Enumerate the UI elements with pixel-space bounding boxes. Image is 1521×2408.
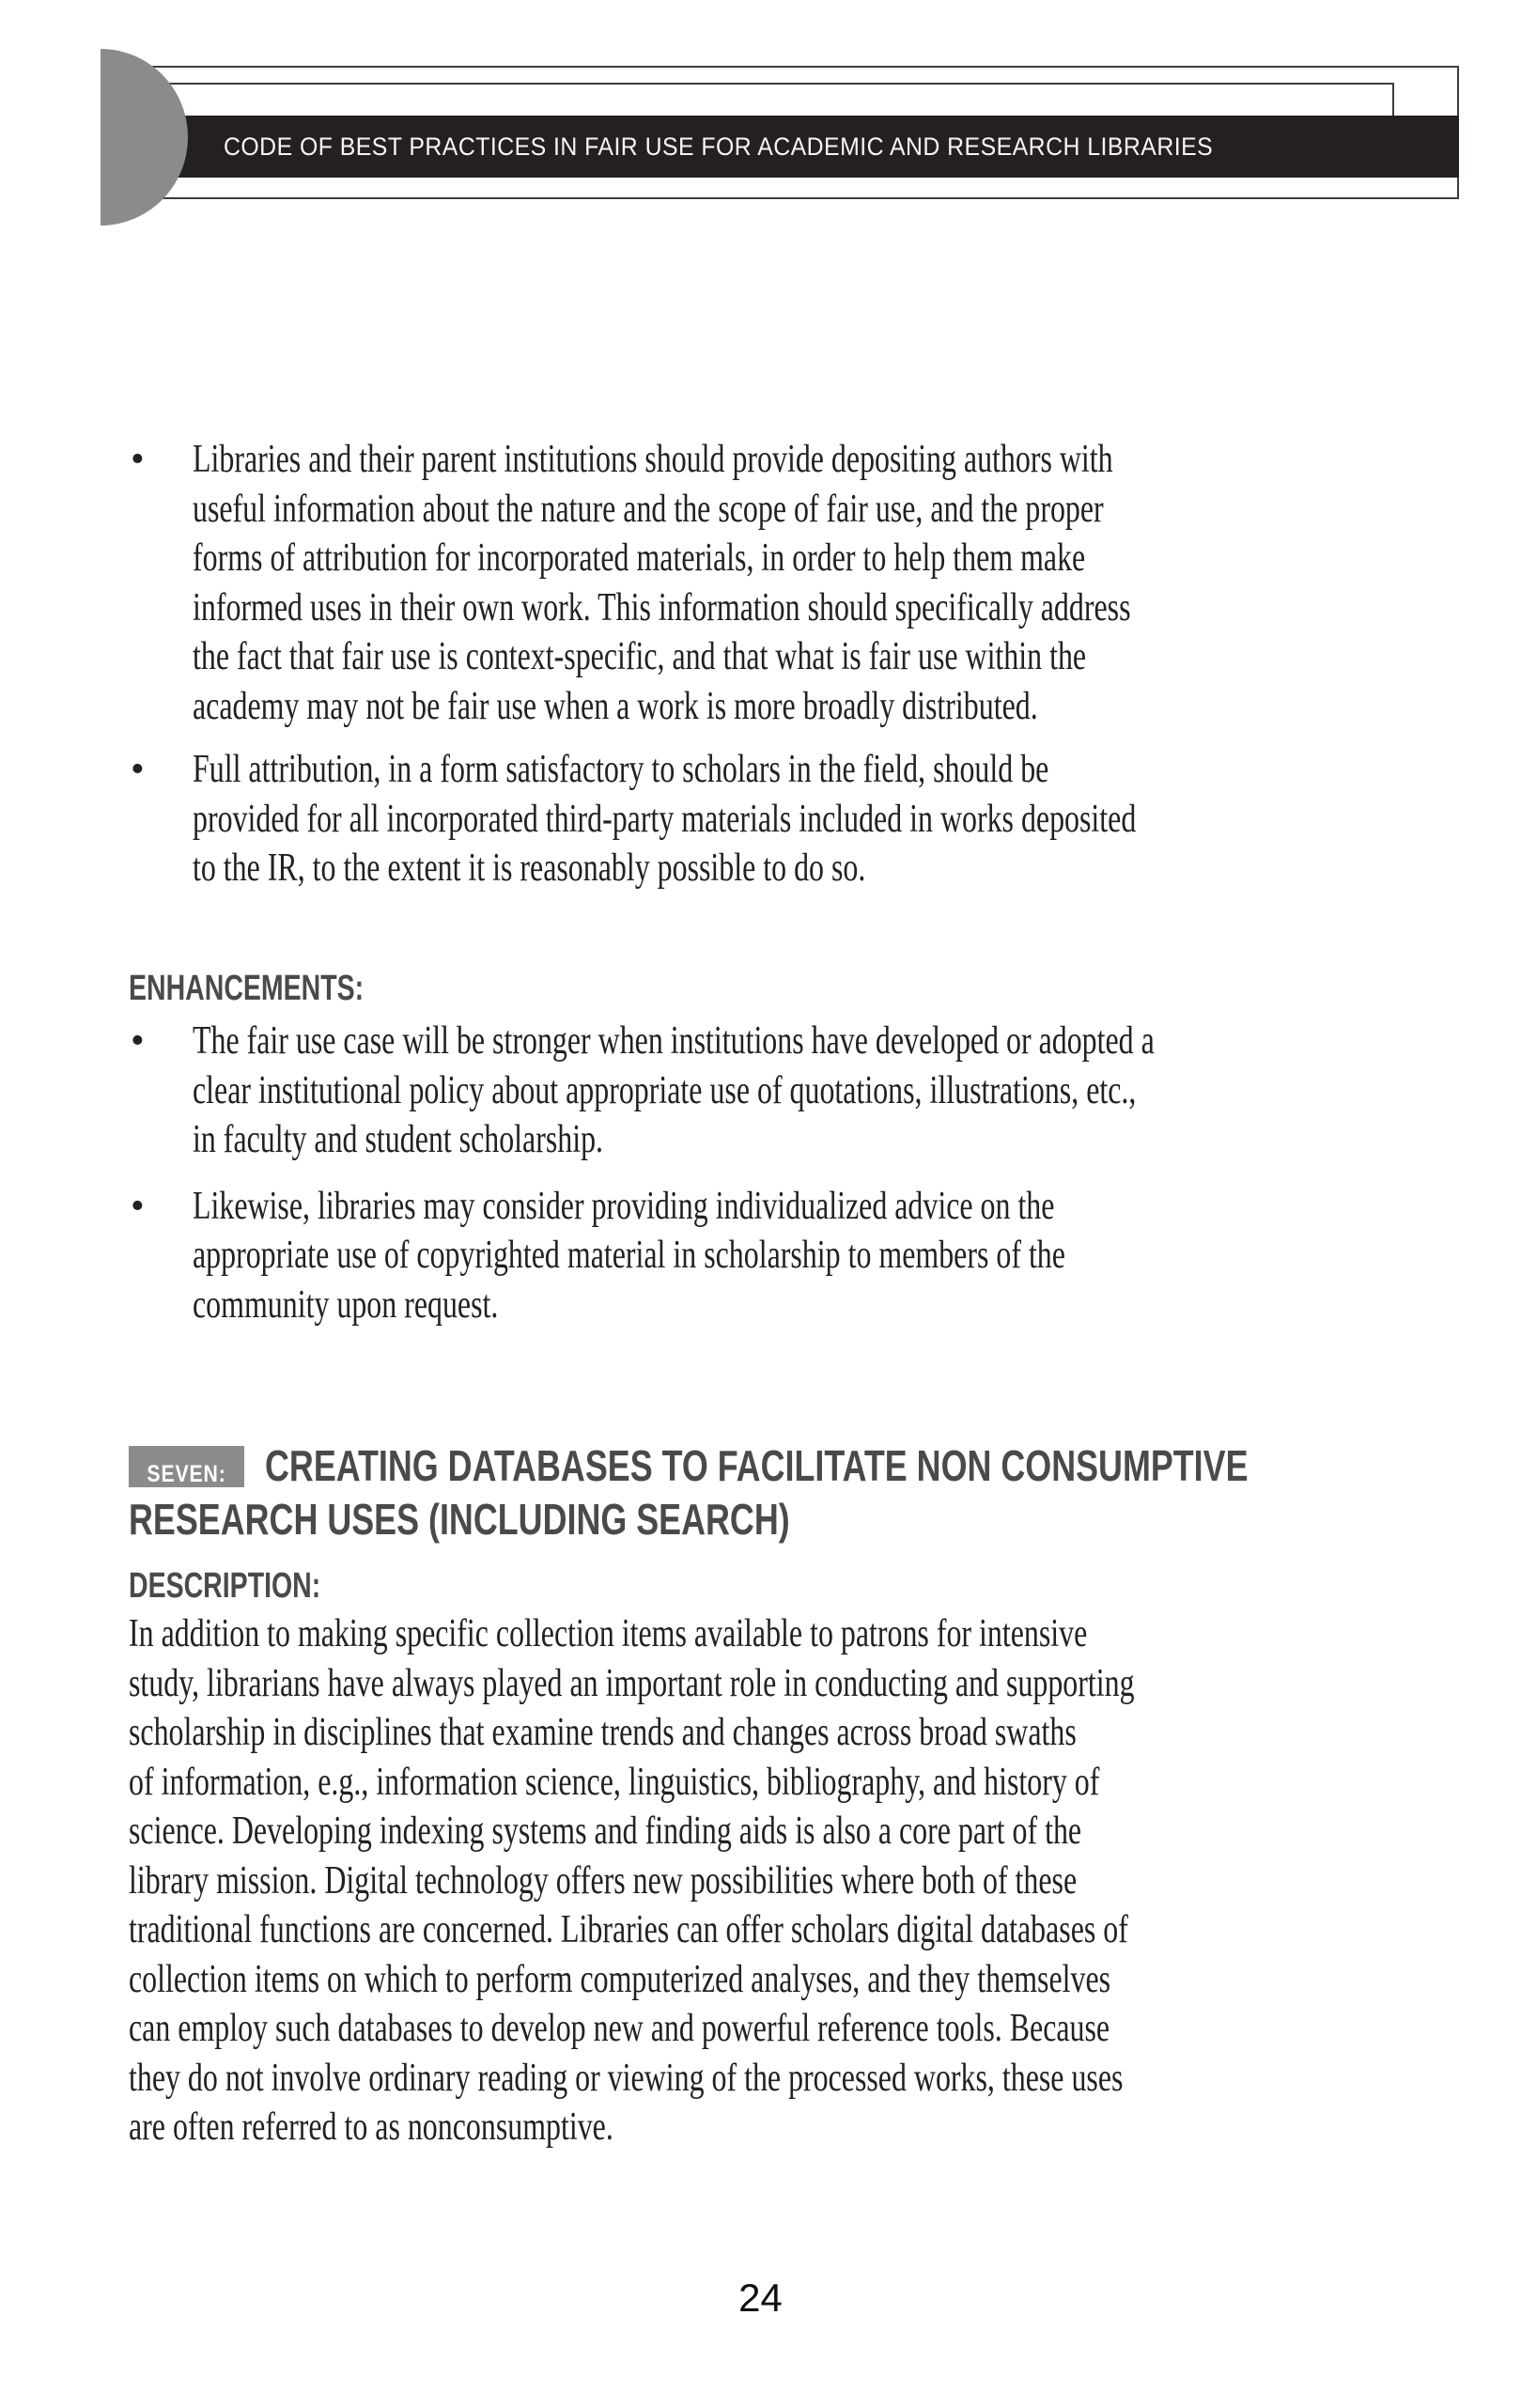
enhancements-heading-block	[129, 968, 1416, 1009]
text-line: science. Developing indexing systems and finding aids is also a core part of the	[129, 1810, 1082, 1853]
text-line: can employ such databases to develop new and powerful reference tools. Because	[129, 2007, 1110, 2050]
section-seven-badge	[129, 1446, 244, 1487]
text-line: in faculty and student scholarship.	[193, 1118, 604, 1161]
bullet-marker: •	[131, 1019, 145, 1063]
enhancements-heading	[129, 968, 1416, 1009]
bullet-marker: •	[131, 748, 145, 791]
description-paragraph	[129, 1609, 1416, 2152]
bullet-item	[129, 745, 1416, 893]
text-line: In addition to making specific collection items available to patrons for intensive	[129, 1612, 1088, 1655]
section-title-text: CREATING DATABASES TO FACILITATE NON CONSUMPTIVE	[265, 1441, 1249, 1490]
ir-deposit-bullet-list	[129, 435, 1416, 893]
text-line: forms of attribution for incorporated materials, in order to help them make	[193, 536, 1086, 580]
enhancements-bullet-list	[129, 1017, 1416, 1329]
description-heading	[129, 1565, 1416, 1607]
bullet-item	[129, 435, 1416, 731]
section-seven-heading	[129, 1439, 1416, 1546]
text-line: clear institutional policy about appropriate use of quotations, illustrations, etc.,	[193, 1068, 1137, 1112]
bullet-marker: •	[131, 1184, 145, 1228]
text-line: Libraries and their parent institutions should provide depositing authors with	[193, 438, 1113, 481]
text-line: community upon request.	[193, 1282, 499, 1327]
text-line: The fair use case will be stronger when institutions have developed or adopted a	[193, 1019, 1155, 1063]
text-line: study, librarians have always played an important role in conducting and supporting	[129, 1661, 1135, 1705]
description-heading-block	[129, 1565, 1416, 1607]
bullet-item	[129, 1182, 1416, 1330]
page-number: 24	[738, 2276, 783, 2320]
text-line: are often referred to as nonconsumptive.	[129, 2105, 613, 2149]
header-title-bar	[141, 116, 1459, 178]
bullet-item	[129, 1017, 1416, 1165]
text-line: the fact that fair use is context-specific, and that what is fair use within the	[193, 635, 1087, 678]
section-seven-title-line1	[129, 1439, 1416, 1493]
text-line: scholarship in disciplines that examine trends and changes across broad swaths	[129, 1711, 1077, 1754]
bullet-marker: •	[131, 438, 145, 481]
text-line: Full attribution, in a form satisfactory to scholars in the field, should be	[193, 748, 1049, 791]
header-title: CODE OF BEST PRACTICES IN FAIR USE FOR ACADEMIC AND RESEARCH LIBRARIES	[224, 132, 1214, 161]
section-seven-badge-text: SEVEN:	[147, 1460, 226, 1487]
text-line: informed uses in their own work. This information should specifically address	[193, 585, 1131, 629]
text-line: of information, e.g., information science, linguistics, bibliography, and history of	[129, 1760, 1100, 1804]
text-line: they do not involve ordinary reading or viewing of the processed works, these uses	[129, 2056, 1124, 2100]
text-line: library mission. Digital technology offers new possibilities where both of these	[129, 1858, 1078, 1903]
description-heading-text: DESCRIPTION:	[129, 1566, 321, 1606]
text-line: Likewise, libraries may consider providing individualized advice on the	[193, 1184, 1055, 1228]
text-line: provided for all incorporated third-party materials included in works deposited	[193, 797, 1137, 841]
section-seven-title-line2	[129, 1493, 1416, 1546]
text-line: academy may not be fair use when a work is more broadly distributed.	[193, 684, 1038, 728]
enhancements-heading-text: ENHANCEMENTS:	[129, 969, 365, 1008]
text-line: to the IR, to the extent it is reasonably possible to do so.	[193, 847, 866, 890]
text-line: useful information about the nature and the scope of fair use, and the proper	[193, 487, 1104, 531]
text-line: traditional functions are concerned. Libraries can offer scholars digital databases of	[129, 1908, 1128, 1951]
section-title-text: RESEARCH USES (INCLUDING SEARCH)	[129, 1495, 790, 1544]
text-line: collection items on which to perform computerized analyses, and they themselves	[129, 1957, 1111, 2001]
text-line: appropriate use of copyrighted material in scholarship to members of the	[193, 1234, 1065, 1277]
